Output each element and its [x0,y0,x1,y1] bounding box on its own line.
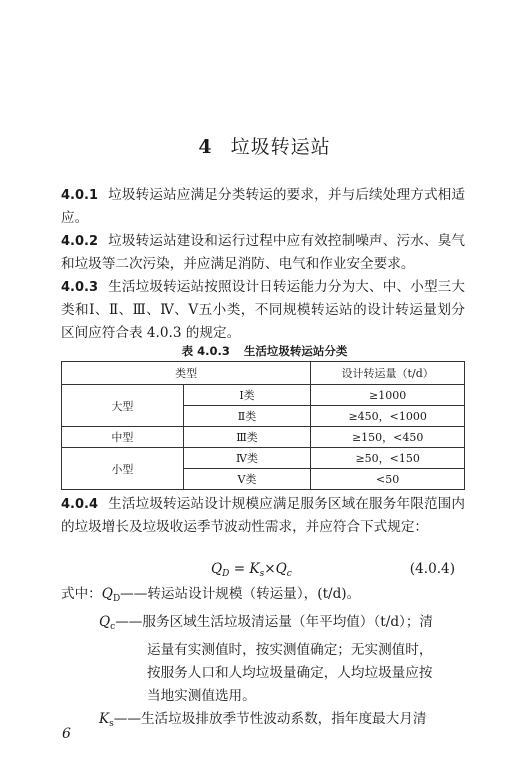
group-large: 大型 [62,385,184,427]
clause-number: 4.0.1 [61,188,99,203]
definition-qc: $Q_c——$服务区域生活垃圾清运量（年平均值）（t/d）；清 运量有实测值时，按实测值确定；无实测值时， 按服务人口和人均垃圾量确定，人均垃圾量应按 当地实测值选用。 [99,614,434,704]
table-row [62,427,465,448]
capacity-range: ≥1000 [311,385,465,406]
classification-table [61,361,465,490]
definition-qd: 式中：$Q_D——$转运站设计规模（转运量），(t/d)。 [61,586,361,604]
sub-class: Ⅴ类 [183,469,311,490]
capacity-range: <50 [311,469,465,490]
chapter-number: 4 [198,136,213,158]
clause-4-0-1 [61,184,465,230]
capacity-range: ≥450，<1000 [311,406,465,427]
formula-expression: $Q_D = K_s\times Q_c$ [211,561,292,579]
clause-4-0-2 [61,230,465,276]
formula-number: (4.0.4) [409,561,455,577]
clause-text: 垃圾转运站应满足分类转运的要求，并与后续处理方式相适应。 [61,187,465,226]
clause-number: 4.0.3 [61,280,99,295]
clause-text: 生活垃圾转运站设计规模应满足服务区域在服务年限范围内的垃圾增长及垃圾收运季节波动性需求，并应符合下式规定： [61,496,465,535]
table-row [62,385,465,406]
table-header-row [62,362,465,385]
table-row [62,448,465,469]
sub-class: Ⅳ类 [183,448,311,469]
capacity-range: ≥50，<150 [311,448,465,469]
definitions [61,583,465,736]
sub-class: Ⅱ类 [183,406,311,427]
clause-number: 4.0.2 [61,234,99,249]
clause-text: 垃圾转运站建设和运行过程中应有效控制噪声、污水、臭气和垃圾等二次污染，并应满足消防、电气和作业安全要求。 [61,233,465,272]
sub-class: Ⅰ类 [183,385,311,406]
header-type: 类型 [62,362,311,385]
sub-class: Ⅲ类 [183,427,311,448]
table-caption-text: 生活垃圾转运站分类 [243,344,348,358]
clause-text: 生活垃圾转运站按照设计日转运能力分为大、中、小型三大类和Ⅰ、Ⅱ、Ⅲ、Ⅳ、Ⅴ五小类，不同规模转运站的设计转运量划分区间应符合表 4.0.3 的规定。 [61,279,465,341]
chapter-title [0,132,529,159]
clause-4-0-4 [61,493,465,539]
table-number: 表 4.0.3 [181,344,230,358]
definition-ks: $K_s——$生活垃圾排放季节性波动系数，指年度最大月清 [99,711,427,729]
clause-number: 4.0.4 [61,497,99,512]
page-number: 6 [62,726,71,742]
capacity-range: ≥150，<450 [311,427,465,448]
table-caption [0,343,529,359]
group-small: 小型 [62,448,184,490]
header-capacity: 设计转运量（t/d） [311,362,465,385]
group-medium: 中型 [62,427,184,448]
chapter-title-text: 垃圾转运站 [230,136,331,158]
clause-4-0-3 [61,276,465,345]
formula-4-0-4 [61,561,465,583]
